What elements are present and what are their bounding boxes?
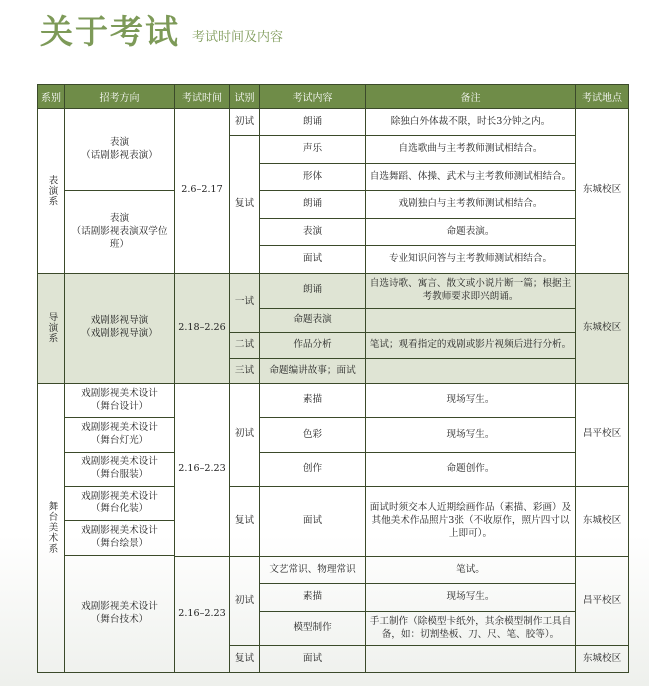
round-cell: 初试 xyxy=(230,383,260,486)
col-header-content: 考试内容 xyxy=(260,85,366,109)
direction-cell: 戏剧影视美术设计 （舞台化装） xyxy=(65,486,175,521)
content-cell: 素描 xyxy=(260,383,366,418)
note-cell xyxy=(366,646,576,673)
location-cell: 昌平校区 xyxy=(576,383,629,486)
col-header-dept: 系别 xyxy=(38,85,65,109)
round-cell: 二试 xyxy=(230,332,260,358)
content-cell: 文艺常识、物理常识 xyxy=(260,556,366,583)
direction-cell: 表演 （话剧影视表演双学位班） xyxy=(65,191,175,273)
exam-schedule-table xyxy=(37,84,629,673)
content-cell: 形体 xyxy=(260,163,366,190)
note-cell: 笔试；观看指定的戏剧或影片视频后进行分析。 xyxy=(366,332,576,358)
note-cell: 命题表演。 xyxy=(366,218,576,245)
note-cell: 专业知识问答与主考教师测试相结合。 xyxy=(366,246,576,273)
note-cell: 自选歌曲与主考教师测试相结合。 xyxy=(366,136,576,163)
content-cell: 创作 xyxy=(260,453,366,487)
col-header-direction: 招考方向 xyxy=(65,85,175,109)
page-title: 关于考试 xyxy=(40,12,180,51)
note-cell: 现场写生。 xyxy=(366,383,576,418)
content-cell: 声乐 xyxy=(260,136,366,163)
time-cell: 2.16–2.23 xyxy=(175,383,230,556)
note-cell xyxy=(366,359,576,383)
note-cell: 戏剧独白与主考教师测试相结合。 xyxy=(366,191,576,218)
location-cell: 东城校区 xyxy=(576,646,629,673)
dept-cell: 导演系 xyxy=(38,273,65,383)
content-cell: 作品分析 xyxy=(260,332,366,358)
note-cell: 笔试。 xyxy=(366,556,576,583)
col-header-note: 备注 xyxy=(366,85,576,109)
table-header-row xyxy=(38,85,629,109)
round-cell: 复试 xyxy=(230,136,260,273)
content-cell: 面试 xyxy=(260,646,366,673)
col-header-location: 考试地点 xyxy=(576,85,629,109)
direction-cell: 戏剧影视美术设计 （舞台绘景） xyxy=(65,521,175,556)
note-cell: 自选舞蹈、体操、武术与主考教师测试相结合。 xyxy=(366,163,576,190)
direction-cell: 戏剧影视导演 （戏剧影视导演） xyxy=(65,273,175,383)
note-cell xyxy=(366,308,576,332)
content-cell: 面试 xyxy=(260,486,366,556)
round-cell: 一试 xyxy=(230,273,260,332)
round-cell: 三试 xyxy=(230,359,260,383)
content-cell: 表演 xyxy=(260,218,366,245)
round-cell: 复试 xyxy=(230,486,260,556)
content-cell: 面试 xyxy=(260,246,366,273)
col-header-time: 考试时间 xyxy=(175,85,230,109)
round-cell: 初试 xyxy=(230,109,260,136)
table-row xyxy=(38,273,629,308)
content-cell: 模型制作 xyxy=(260,611,366,646)
table-row xyxy=(38,191,629,218)
page-subtitle: 考试时间及内容 xyxy=(192,30,284,45)
location-cell: 东城校区 xyxy=(576,486,629,556)
direction-cell: 戏剧影视美术设计 （舞台技术） xyxy=(65,555,175,672)
note-cell: 现场写生。 xyxy=(366,584,576,611)
direction-cell: 戏剧影视美术设计 （舞台服装） xyxy=(65,453,175,487)
content-cell: 命题编讲故事；面试 xyxy=(260,359,366,383)
note-cell: 面试时须交本人近期绘画作品（素描、彩画）及其他美术作品照片3张（不收原作，照片四寸以上即可）。 xyxy=(366,486,576,556)
table-row xyxy=(38,418,629,453)
dept-cell: 舞台美术系 xyxy=(38,383,65,672)
note-cell: 手工制作（除模型卡纸外，其余模型制作工具自备，如：切割垫板、刀、尺、笔、胶等）。 xyxy=(366,611,576,646)
table-row xyxy=(38,109,629,136)
location-cell: 东城校区 xyxy=(576,273,629,383)
direction-cell: 戏剧影视美术设计 （舞台灯光） xyxy=(65,418,175,453)
note-cell: 现场写生。 xyxy=(366,418,576,453)
direction-cell: 表演 （话剧影视表演） xyxy=(65,109,175,191)
location-cell: 昌平校区 xyxy=(576,556,629,646)
dept-cell: 表演系 xyxy=(38,109,65,274)
content-cell: 素描 xyxy=(260,584,366,611)
time-cell: 2.16–2.23 xyxy=(175,556,230,672)
time-cell: 2.18–2.26 xyxy=(175,273,230,383)
content-cell: 朗诵 xyxy=(260,109,366,136)
note-cell: 除独白外体裁不限，时长3分钟之内。 xyxy=(366,109,576,136)
col-header-round: 试别 xyxy=(230,85,260,109)
round-cell: 复试 xyxy=(230,646,260,673)
note-cell: 命题创作。 xyxy=(366,453,576,487)
table-row xyxy=(38,453,629,487)
round-cell: 初试 xyxy=(230,556,260,646)
note-cell: 自选诗歌、寓言、散文或小说片断一篇；根据主考教师要求即兴朗诵。 xyxy=(366,273,576,308)
time-cell: 2.6–2.17 xyxy=(175,109,230,274)
content-cell: 朗诵 xyxy=(260,191,366,218)
table-row xyxy=(38,486,629,521)
direction-cell: 戏剧影视美术设计 （舞台设计） xyxy=(65,383,175,418)
content-cell: 色彩 xyxy=(260,418,366,453)
content-cell: 朗诵 xyxy=(260,273,366,308)
content-cell: 命题表演 xyxy=(260,308,366,332)
table-row xyxy=(38,383,629,418)
location-cell: 东城校区 xyxy=(576,109,629,274)
